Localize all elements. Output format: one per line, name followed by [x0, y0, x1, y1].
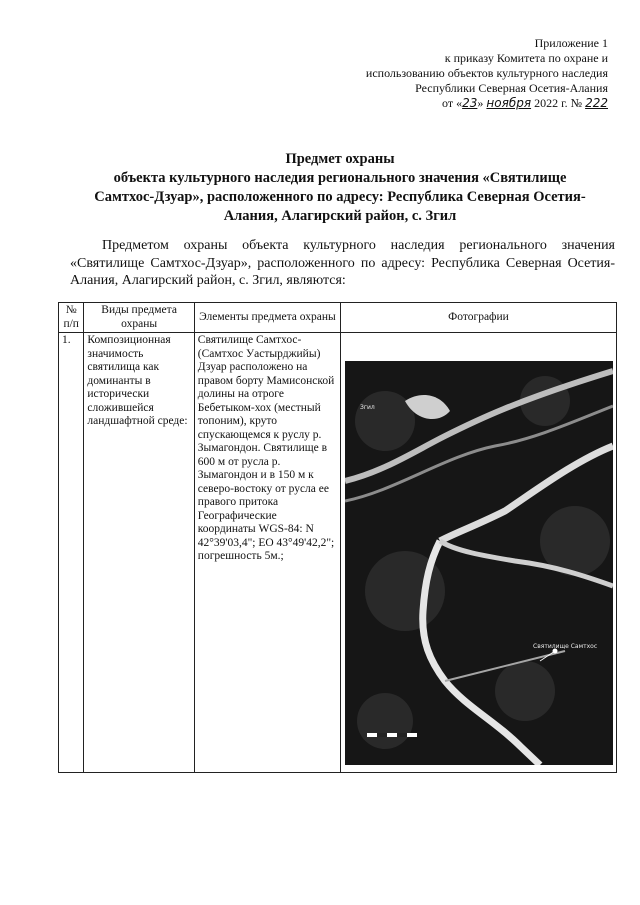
header-number: № п/п — [59, 303, 84, 333]
scale-bar — [367, 733, 417, 737]
row-elements: Святилище Самтхос-(Самтхос Уастырджийы) Дзуар расположено на правом борту Мамисонской долины на отроге Бебетыком-хох (местный топоним), круто спускающемся к руслу р. Зымагондон. Святилище в 600 м от русла р. Зымагондон и в 150 м к северо-востоку от русла ее правого притока Географические координаты WGS-84: N 42°39'03,4"; ЕО 43°49'42,2"; погрешность 5м.; — [194, 333, 340, 773]
appendix-line-3: использованию объектов культурного наследия — [365, 66, 608, 80]
table-row — [59, 333, 617, 773]
satellite-map-graphic — [345, 361, 613, 765]
row-photo-cell — [341, 333, 617, 773]
header-elements: Элементы предмета охраны — [194, 303, 340, 333]
order-number: 222 — [585, 96, 608, 110]
order-date-line — [308, 96, 608, 111]
protection-table — [58, 302, 617, 773]
date-month: ноября — [486, 96, 532, 110]
row-type: Композиционная значимость святилища как доминанты в исторически сложившейся ландшафтной среде: — [84, 333, 194, 773]
header-type: Виды предмета охраны — [84, 303, 194, 333]
title-line-4: Алания, Алагирский район, с. Згил — [223, 208, 457, 224]
date-separator: » — [477, 96, 484, 110]
date-day: 23 — [462, 96, 478, 110]
document-title — [50, 150, 630, 226]
appendix-header — [308, 36, 608, 111]
header-photos: Фотографии — [341, 303, 617, 333]
appendix-line-1: Приложение 1 — [534, 36, 608, 50]
title-line-3: Самтхос-Дзуар», расположенного по адресу: Республика Северная Осетия- — [94, 189, 586, 205]
table-header-row — [59, 303, 617, 333]
appendix-line-2: к приказу Комитета по охране и — [444, 51, 608, 65]
map-label-village: Згил — [360, 404, 375, 411]
row-number: 1. — [59, 333, 84, 773]
satellite-photo — [345, 361, 613, 765]
date-prefix: от « — [442, 96, 463, 110]
intro-paragraph: Предметом охраны объекта культурного наследия регионального значения «Святилище Самтхос-Дзуар», расположенного по адресу: Республика Северная Осетия-Алания, Алагирский район, с. Згил, являются: — [70, 238, 615, 288]
title-line-1: Предмет охраны — [285, 151, 395, 167]
appendix-line-4: Республики Северная Осетия-Алания — [415, 81, 608, 95]
map-label-site: Святилище Самтхос — [533, 643, 598, 650]
date-year: 2022 г. № — [534, 96, 583, 110]
title-line-2: объекта культурного наследия регионального значения «Святилище — [113, 170, 567, 186]
